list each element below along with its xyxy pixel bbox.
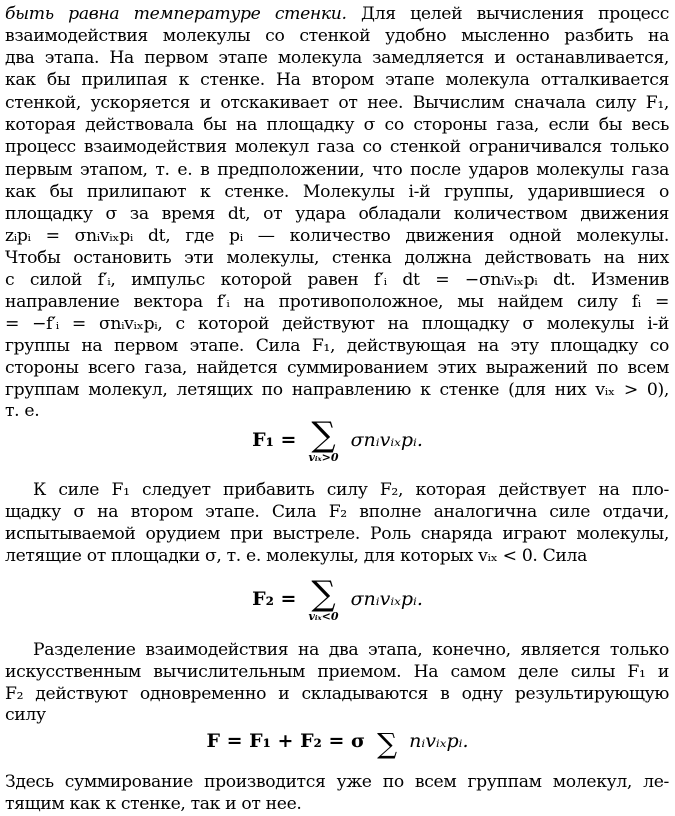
text-line: = −f′ᵢ = σnᵢvᵢₓpᵢ, с которой действуют на площадку σ молекулы i-й (5, 314, 669, 334)
formula-f2 (0, 574, 675, 623)
text-line: К силе F₁ следует прибавить силу F₂, которая действует на пло- (33, 480, 669, 500)
text-line: группам молекул, летящих по направлению к стенке (для них vᵢₓ > 0), (5, 380, 669, 400)
text-line: тящим как к стенке, так и от нее. (5, 794, 302, 814)
text-line: стенкой, ускоряется и отскакивает от нее. Вычислим сначала силу F₁, (5, 93, 669, 113)
text-line: силу (5, 705, 46, 725)
text-line: т. е. (5, 401, 40, 421)
text-line: взаимодействия молекулы со стенкой удобно мысленно разбить на (5, 26, 669, 46)
text-line: zᵢpᵢ = σnᵢvᵢₓpᵢ dt, где pᵢ — количество движения одной молекулы. (5, 226, 669, 246)
text-line: площадку σ за время dt, от удара обладали количеством движения (5, 204, 669, 224)
text-line: стороны всего газа, найдется суммированием этих выражений по всем (5, 358, 669, 378)
italic-phrase: быть равна температуре стенки. (5, 4, 347, 24)
text-line: быть равна температуре стенки. Для целей вычисления процесс (5, 4, 669, 24)
text-line: щадку σ на втором этапе. Сила F₂ вполне аналогична силе отдачи, (5, 502, 669, 522)
summation (308, 415, 339, 464)
formula-rhs: σnᵢvᵢₓpᵢ. (350, 429, 423, 451)
sum-subscript: vᵢₓ<0 (308, 610, 339, 623)
formula-rhs: nᵢvᵢₓpᵢ. (409, 730, 469, 752)
text-line: два этапа. На первом этапе молекула замедляется и останавливается, (5, 48, 669, 68)
formula-f-total (0, 727, 675, 760)
formula-lhs: F = F₁ + F₂ = σ (206, 730, 366, 752)
text-line: Чтобы остановить эти молекулы, стенка должна действовать на них (5, 248, 669, 268)
text-line: F₂ действуют одновременно и складываются в одну результирующую (5, 684, 669, 704)
text-line: направление вектора f′ᵢ на противоположное, мы найдем силу fᵢ = (5, 292, 669, 312)
summation (377, 727, 398, 760)
formula-lhs: F₂ = (252, 588, 297, 610)
text-line: группы на первом этапе. Сила F₁, действующая на эту площадку со (5, 336, 669, 356)
text-line: испытываемой орудием при выстреле. Роль снаряда играют молекулы, (5, 524, 669, 544)
text-line: летящие от площадки σ, т. е. молекулы, для которых vᵢₓ < 0. Сила (5, 546, 588, 566)
text-line: как бы прилипая к стенке. На втором этапе молекула отталкивается (5, 70, 669, 90)
text-line: Разделение взаимодействия на два этапа, конечно, является только (33, 640, 669, 660)
text-line: процесс взаимодействия молекул газа со стенкой ограничивался только (5, 137, 669, 157)
formula-f1 (0, 415, 675, 464)
sum-symbol: ∑ (311, 574, 336, 614)
text-line: с силой f′ᵢ, импульс которой равен f′ᵢ dt = −σnᵢvᵢₓpᵢ dt. Изменив (5, 270, 669, 290)
formula-rhs: σnᵢvᵢₓpᵢ. (350, 588, 423, 610)
text-line: первым этапом, т. е. в предположении, что после ударов молекулы газа (5, 160, 669, 180)
text-line: Здесь суммирование производится уже по всем группам молекул, ле- (5, 772, 669, 792)
text-line: искусственным вычислительным приемом. На самом деле силы F₁ и (5, 662, 669, 682)
text-line: которая действовала бы на площадку σ со стороны газа, если бы весь (5, 115, 669, 135)
text-line: как бы прилипают к стенке. Молекулы i-й группы, ударившиеся о (5, 182, 669, 202)
formula-lhs: F₁ = (252, 429, 297, 451)
sum-symbol: ∑ (311, 415, 336, 455)
sum-subscript: vᵢₓ>0 (308, 451, 339, 464)
sum-symbol: ∑ (377, 727, 398, 760)
summation (308, 574, 339, 623)
